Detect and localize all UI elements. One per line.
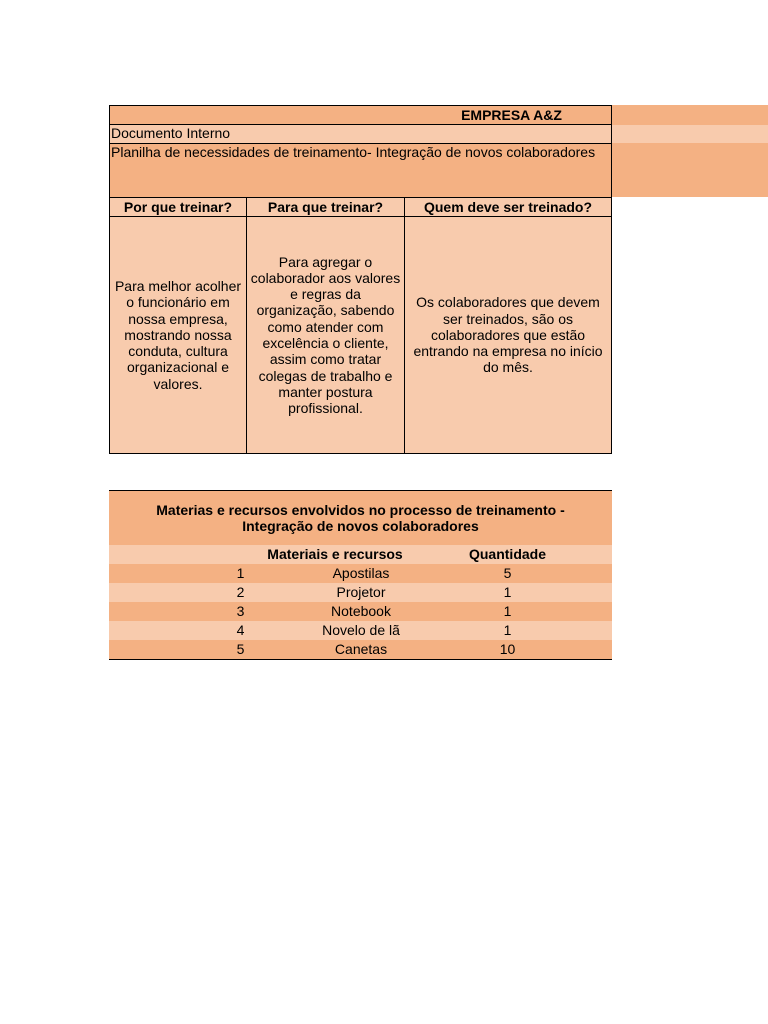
row-material: Apostilas [332, 565, 390, 581]
row-quantity: 5 [503, 565, 512, 581]
materials-title: Materias e recursos envolvidos no processo de treinamento - Integração de novos colaboradores [156, 502, 565, 534]
cell-who-trained [404, 216, 612, 454]
row-material: Projetor [336, 584, 386, 600]
materials-bottom-border [109, 659, 612, 660]
materials-header-row [109, 545, 612, 564]
row-quantity: 10 [499, 641, 516, 657]
row-quantity: 1 [503, 622, 512, 638]
doc-type-label: Documento Interno [111, 125, 231, 141]
table-row [109, 564, 612, 583]
sheet-title: Planilha de necessidades de treinamento- Integração de novos colaboradores [111, 144, 596, 160]
table-row [109, 640, 612, 659]
row-material: Canetas [334, 641, 388, 657]
materials-col-name: Materiais e recursos [267, 546, 403, 562]
row-number: 1 [236, 565, 245, 581]
materials-col-qty: Quantidade [468, 546, 546, 562]
header-who-trained: Quem deve ser treinado? [404, 197, 612, 217]
header-what-for: Para que treinar? [246, 197, 405, 217]
row-quantity: 1 [503, 584, 512, 600]
row-number: 5 [236, 641, 245, 657]
cell-why-train-text: Para melhor acolher o funcionário em nossa empresa, mostrando nossa conduta, cultura organizacional e valores. [114, 277, 242, 392]
cell-who-trained-text: Os colaboradores que devem ser treinados, são os colaboradores que estão entrando na empresa no início do mês. [413, 294, 603, 376]
company-name: EMPRESA A&Z [461, 107, 562, 123]
row-number: 4 [236, 622, 245, 638]
table-row [109, 602, 612, 621]
cell-why-train [109, 216, 247, 454]
header-why-train: Por que treinar? [109, 197, 247, 217]
table-row [109, 621, 612, 640]
row-quantity: 1 [503, 603, 512, 619]
table-row [109, 583, 612, 602]
row-number: 3 [236, 603, 245, 619]
row-number: 2 [236, 584, 245, 600]
cell-what-for [246, 216, 405, 454]
cell-what-for-text: Para agregar o colaborador aos valores e regras da organização, sabendo como atender com excelência o cliente, assim como tratar colegas de trabalho e manter postura profissional. [250, 253, 401, 417]
row-material: Novelo de lã [322, 622, 400, 638]
row-material: Notebook [331, 603, 391, 619]
materials-title-row [109, 490, 612, 545]
